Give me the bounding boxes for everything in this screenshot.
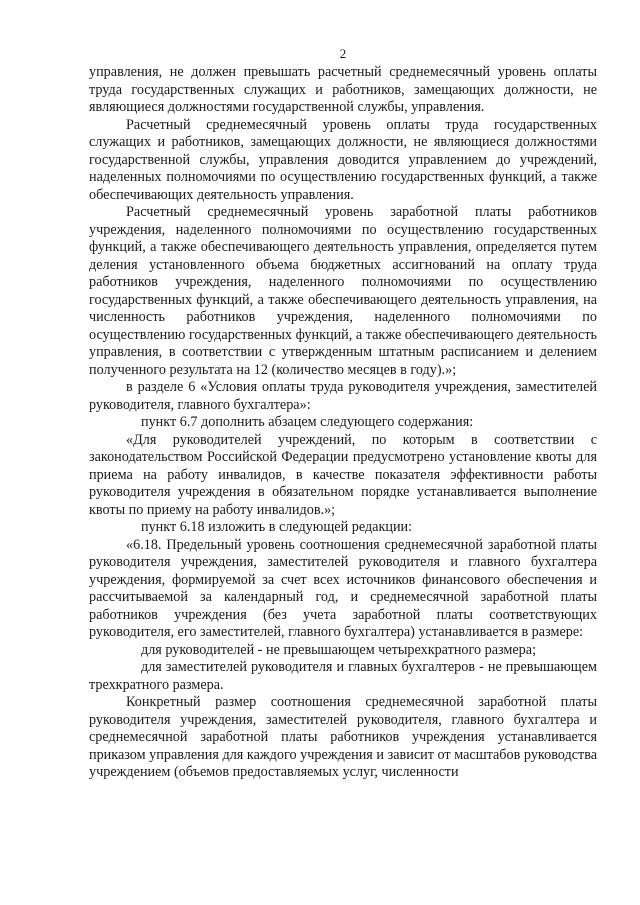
paragraph-continuation: управления, не должен превышать расчетный среднемесячный уровень оплаты труда государственных служащих и работников, замещающих должности, не являющиеся должностями государственной службы, управления.: [89, 64, 597, 115]
page-number: 2: [339, 46, 347, 61]
paragraph-salary-level: Расчетный среднемесячный уровень оплаты труда государственных служащих и работников, замещающих должности, не являющиеся должностями государственной службы, управления доводится управлением до учреждений, наделенных полномочиями по осуществлению государственных функций, а также обеспечивающих деятельность управления.: [89, 116, 597, 203]
paragraph-section-6: в разделе 6 «Условия оплаты труда руководителя учреждения, заместителей руководителя, главного бухгалтера»:: [89, 379, 597, 413]
paragraph-point-6-7: пункт 6.7 дополнить абзацем следующего содержания:: [141, 414, 474, 430]
paragraph-salary-calculation: Расчетный среднемесячный уровень заработной платы работников учреждения, наделенного полномочиями по осуществлению государственных функций, а также обеспечивающего деятельность управления, определяется путем деления установленного объема бюджетных ассигнований на оплату труда работников учреждения, наделенного полномочиями по осуществлению государственных функций, а также обеспечивающего деятельность управления, на численность работников учреждения, наделенного полномочиями по осуществлению государственных функций, а также обеспечивающего деятельность управления, в соответствии с утвержденным штатным расписанием и делением полученного результата на 12 (количество месяцев в году).»;: [89, 204, 597, 378]
paragraph-heads-ratio: для руководителей - не превышающем четырехкратного размера;: [141, 641, 537, 658]
paragraph-6-18-text: «6.18. Предельный уровень соотношения среднемесячной заработной платы руководителя учреждения, заместителей руководителя и главного бухгалтера учреждения, формируемой за счет всех источников финансового обеспечения и рассчитываемой за календарный год, и среднемесячной заработной платы работников учреждения (без учета заработной платы соответствующих руководителя, его заместителей, главного бухгалтера) устанавливается в размере:: [89, 536, 597, 640]
paragraph-specific-ratio: Конкретный размер соотношения среднемесячной заработной платы руководителя учреждения, заместителей руководителя, главного бухгалтера и среднемесячной заработной платы работников учреждения устанавливается приказом управления для каждого учреждения и зависит от масштабов руководства учреждением (объемов предоставляемых услуг, численности: [89, 694, 597, 780]
paragraph-point-6-18: пункт 6.18 изложить в следующей редакции:: [141, 519, 413, 535]
paragraph-quota: «Для руководителей учреждений, по которым в соответствии с законодательством Российской Федерации предусмотрено установление квоты для приема на работу инвалидов, в качестве показателя эффективности работы руководителя учреждения в обязательном порядке устанавливается выполнение квоты по приему на работу инвалидов.»;: [89, 431, 597, 518]
document-page: [89, 0, 597, 782]
paragraph-deputies-ratio: для заместителей руководителя и главных бухгалтеров - не превышающем трехкратного размера.: [89, 659, 597, 693]
